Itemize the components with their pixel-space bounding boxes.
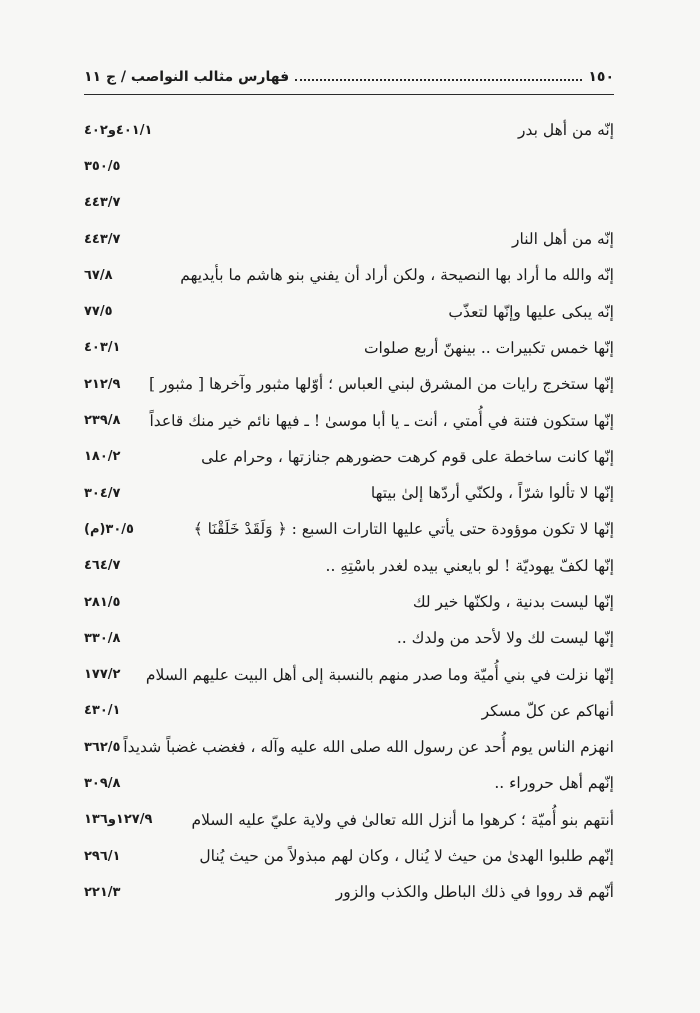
entry-reference: ٤٣٠/١ (84, 703, 121, 719)
entry-text: إنّها خمس تكبيرات .. بينهنّ أربع صلوات (363, 338, 614, 357)
entry-reference: ٢١٢/٩ (84, 376, 121, 392)
header-rule (84, 94, 614, 95)
index-entry (84, 366, 614, 402)
entry-reference: ٢٣٩/٨ (84, 413, 121, 429)
entry-text: انهزم الناس يوم أُحد عن رسول الله صلى الله عليه وآله ، فغضب غضباً شديداً (123, 738, 614, 757)
entry-reference: ٤٠١/١و٤٠٢ (84, 122, 153, 138)
entry-text: إنّه والله ما أراد بها النصيحة ، ولكن أراد أن يفني بنو هاشم ما بأيديهم (180, 266, 614, 285)
entry-reference: ٢٩٦/١ (84, 848, 121, 864)
entry-reference: ٣٠٤/٧ (84, 485, 121, 501)
page-number: ١٥٠ (588, 69, 614, 85)
entry-text: إنّه من أهل النار (512, 230, 614, 249)
index-entry (84, 185, 614, 221)
index-entry (84, 475, 614, 511)
running-header (84, 66, 614, 88)
entry-reference: ٤٦٤/٧ (84, 558, 121, 574)
entry-reference: ١٨٠/٢ (84, 449, 121, 465)
entry-text: إنّها ليست لك ولا لأحد من ولدك .. (396, 629, 614, 648)
entry-text: إنّها لكفّ يهوديّة ! لو بايعني بيده لغدر باسْتِهِ .. (325, 556, 614, 575)
entry-text: أنتهم بنو أُميّة ؛ كرهوا ما أنزل الله تعالىٰ في ولاية عليّ عليه السلام (191, 810, 614, 829)
index-entry (84, 729, 614, 765)
entry-text: إنّها ستكون فتنة في أُمتي ، أنت ـ يا أبا موسىٰ ! ـ فيها نائم خير منك قاعداً (149, 411, 614, 430)
index-entry (84, 330, 614, 366)
index-entry (84, 148, 614, 184)
entry-reference: ٢٢١/٣ (84, 884, 121, 900)
entry-text: إنّها ليست بدنية ، ولكنّها خير لك (412, 593, 614, 611)
entry-reference: ٤٤٣/٧ (84, 195, 121, 211)
entry-text: إنّها ستخرج رايات من المشرق لبني العباس ؛ أوّلها مثبور وآخرها [ مثبور ] (148, 375, 614, 394)
index-entries (84, 112, 614, 911)
entry-reference: ٣٠٩/٨ (84, 775, 121, 791)
entry-text: إنّه من أهل بدر (518, 121, 614, 140)
entry-reference: ٣٦٢/٥ (84, 739, 121, 755)
index-entry (84, 584, 614, 620)
index-entry (84, 439, 614, 475)
entry-text: أنّهم قد رووا في ذلك الباطل والكذب والزور (335, 883, 614, 902)
entry-reference: ٦٧/٨ (84, 267, 113, 283)
running-title: فهارس مثالب النواصب / ج ١١ (84, 69, 290, 85)
index-entry (84, 293, 614, 329)
header-dot-leader (295, 67, 582, 81)
entry-text: إنّه يبكى عليها وإنّها لتعذّب (448, 302, 614, 321)
index-entry (84, 257, 614, 293)
entry-text: إنّها لا تكون موؤودة حتى يأتي عليها التارات السبع : ﴿ وَلَقَدْ خَلَقْنَا ﴾ (193, 520, 614, 539)
entry-reference: ١٧٧/٢ (84, 667, 121, 683)
entry-text: إنّهم أهل حروراء .. (494, 774, 614, 793)
index-entry (84, 765, 614, 801)
index-entry (84, 511, 614, 547)
entry-reference: ٣٠/٥(م) (84, 521, 134, 537)
index-entry (84, 693, 614, 729)
entry-text: إنّها نزلت في بني أُميّة وما صدر منهم بالنسبة إلى أهل البيت عليهم السلام (145, 665, 614, 684)
entry-text: إنّهم طلبوا الهدىٰ من حيث لا يُنال ، وكان لهم مبذولاً من حيث يُنال (199, 847, 614, 866)
entry-reference: ٤٤٣/٧ (84, 231, 121, 247)
entry-text: إنّها كانت ساخطة على قوم كرهت حضورهم جنازتها ، وحرام على (201, 447, 614, 466)
index-entry (84, 802, 614, 838)
index-entry (84, 656, 614, 692)
index-entry (84, 620, 614, 656)
index-entry (84, 221, 614, 257)
index-entry (84, 838, 614, 874)
entry-text: إنّها لا تألوا شرّاً ، ولكنّي أردّها إلىٰ بيتها (370, 484, 614, 503)
entry-reference: ٢٨١/٥ (84, 594, 121, 610)
index-entry (84, 112, 614, 148)
entry-reference: ١٢٧/٩و١٣٦ (84, 812, 153, 828)
entry-reference: ٤٠٣/١ (84, 340, 121, 356)
entry-reference: ٣٥٠/٥ (84, 158, 121, 174)
index-entry (84, 402, 614, 438)
entry-reference: ٧٧/٥ (84, 304, 113, 320)
index-entry (84, 548, 614, 584)
entry-reference: ٣٣٠/٨ (84, 630, 121, 646)
entry-text: أنهاكم عن كلّ مسكر (481, 701, 614, 720)
index-entry (84, 874, 614, 910)
